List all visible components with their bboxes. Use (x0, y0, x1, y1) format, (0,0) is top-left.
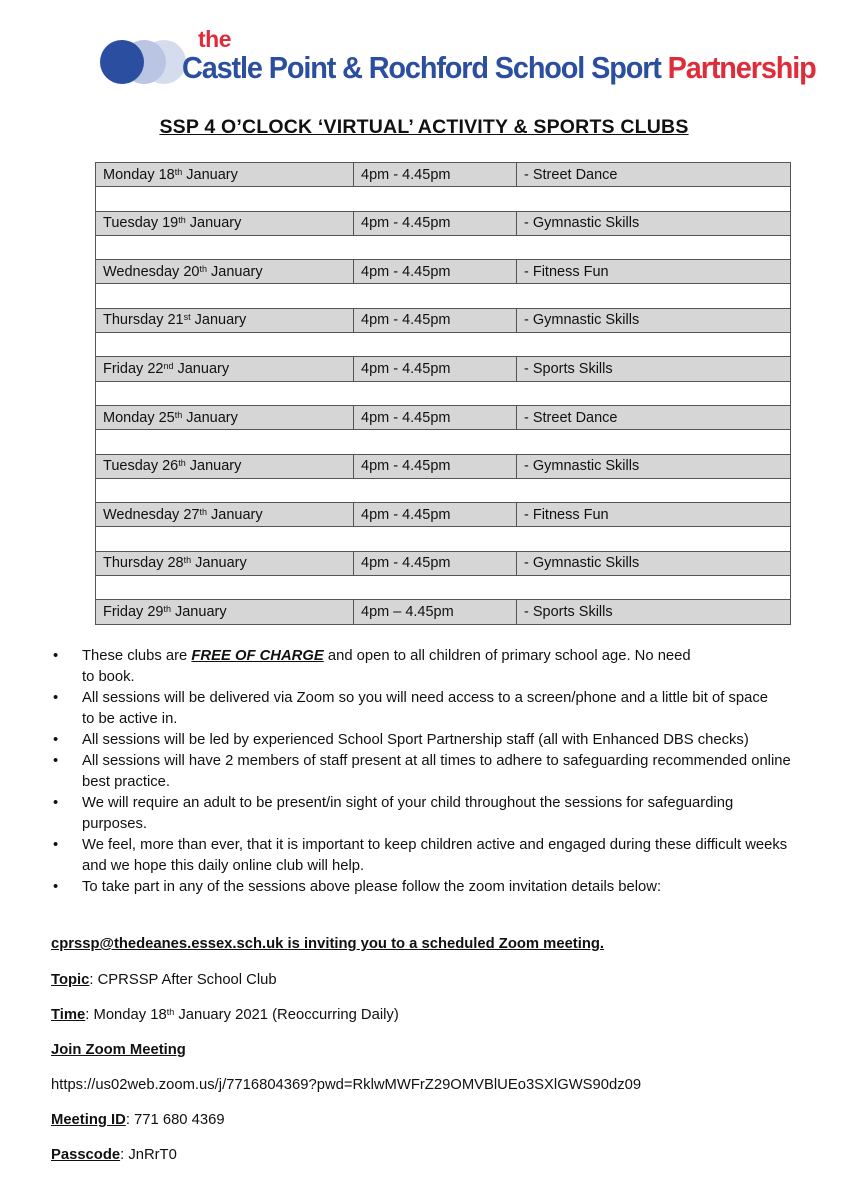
session-activity: - Gymnastic Skills (517, 551, 791, 575)
table-row (96, 405, 791, 429)
session-day (96, 503, 354, 527)
spacer-cell (96, 478, 791, 502)
zoom-meeting-id (51, 1112, 225, 1128)
spacer-cell (96, 430, 791, 454)
time-value: : Monday 18 (85, 1007, 167, 1023)
list-item (50, 835, 795, 877)
partnership-logo (98, 26, 816, 92)
note-text: All sessions will be delivered via Zoom so you will need access to a screen/phone and a little bit of space to be active in. (82, 690, 768, 727)
time-label: Time (51, 1007, 86, 1023)
table-row (96, 551, 791, 575)
note-text: To take part in any of the sessions above please follow the zoom invitation details below: (82, 879, 662, 895)
month-text: January (173, 361, 230, 378)
spacer-cell (96, 576, 791, 600)
time-suffix: th (166, 1007, 175, 1017)
list-item (50, 751, 795, 793)
spacer-cell (96, 527, 791, 551)
session-time: 4pm - 4.45pm (354, 163, 517, 187)
bullet-icon: • (53, 690, 59, 706)
day-text: Wednesday 20 (103, 263, 200, 280)
month-text: January (191, 555, 247, 572)
session-day (96, 163, 354, 187)
passcode-label: Passcode (51, 1147, 121, 1163)
day-text: Friday 29 (103, 603, 164, 620)
page-title: SSP 4 O’CLOCK ‘VIRTUAL’ ACTIVITY & SPORTS CLUBS (159, 116, 689, 138)
zoom-link-row (51, 1077, 641, 1093)
table-row (96, 260, 791, 284)
month-text: January (206, 263, 263, 280)
spacer-row (96, 235, 791, 259)
table-row (96, 308, 791, 332)
session-time: 4pm - 4.45pm (354, 211, 517, 235)
spacer-cell (96, 284, 791, 308)
meeting-id-value: : 771 680 4369 (125, 1112, 225, 1128)
spacer-row (96, 430, 791, 454)
session-time: 4pm - 4.45pm (354, 260, 517, 284)
day-suffix: th (199, 506, 207, 517)
table-row (96, 163, 791, 187)
list-item (50, 688, 795, 730)
join-zoom-meeting-label: Join Zoom Meeting (51, 1042, 186, 1058)
note-text: All sessions will have 2 members of staff present at all times to adhere to safeguarding recommended online best practice. (82, 753, 791, 790)
note-text: All sessions will be led by experienced School Sport Partnership staff (all with Enhanced DBS checks) (82, 732, 749, 748)
day-suffix: th (163, 603, 171, 614)
bullet-icon: • (53, 753, 59, 769)
session-activity: - Street Dance (517, 405, 791, 429)
month-text: January (190, 312, 247, 329)
session-day (96, 308, 354, 332)
session-activity: - Fitness Fun (517, 260, 791, 284)
day-text: Tuesday 26 (103, 458, 179, 475)
spacer-cell (96, 187, 791, 211)
day-text: Monday 25 (103, 409, 175, 426)
logo-name-main: Castle Point & Rochford School Sport (182, 50, 668, 85)
day-suffix: st (183, 312, 191, 323)
session-activity: - Gymnastic Skills (517, 454, 791, 478)
day-text: Tuesday 19 (103, 215, 179, 232)
zoom-invite (51, 936, 604, 952)
bullet-icon: • (53, 648, 59, 664)
day-suffix: th (183, 555, 192, 566)
session-day (96, 357, 354, 381)
time-value-rest: January 2021 (Reoccurring Daily) (174, 1007, 399, 1023)
notes-list (50, 646, 795, 898)
logo-name-accent: Partnership (667, 50, 816, 85)
zoom-topic (51, 972, 277, 988)
day-text: Thursday 21 (103, 312, 184, 329)
note-text: These clubs are (82, 648, 192, 664)
day-suffix: th (174, 409, 183, 420)
spacer-row (96, 527, 791, 551)
session-activity: - Gymnastic Skills (517, 211, 791, 235)
day-suffix: nd (163, 361, 174, 372)
free-of-charge-emphasis: FREE OF CHARGE (191, 648, 324, 664)
spacer-row (96, 478, 791, 502)
day-text: Thursday 28 (103, 555, 184, 572)
session-day (96, 211, 354, 235)
session-time: 4pm - 4.45pm (354, 454, 517, 478)
day-text: Monday 18 (103, 166, 175, 183)
zoom-time (51, 1007, 399, 1023)
bullet-icon: • (53, 837, 59, 853)
session-day (96, 551, 354, 575)
day-text: Wednesday 27 (103, 506, 200, 523)
spacer-row (96, 284, 791, 308)
zoom-meeting-link[interactable]: https://us02web.zoom.us/j/7716804369?pwd=RklwMWFrZ29OMVBlUEo3SXlGWS90dz09 (51, 1077, 642, 1093)
list-item (50, 793, 795, 835)
logo-circles-icon (98, 38, 188, 86)
topic-value: : CPRSSP After School Club (89, 972, 277, 988)
month-text: January (206, 506, 263, 523)
bullet-icon: • (53, 795, 59, 811)
spacer-cell (96, 235, 791, 259)
session-activity: - Fitness Fun (517, 503, 791, 527)
session-day (96, 454, 354, 478)
note-text: We feel, more than ever, that it is important to keep children active and engaged during these difficult weeks and we hope this daily online club will help. (82, 837, 788, 874)
zoom-invite-text: cprssp@thedeanes.essex.sch.uk is inviting you to a scheduled Zoom meeting. (51, 936, 605, 952)
session-time: 4pm - 4.45pm (354, 503, 517, 527)
schedule-table (95, 162, 791, 625)
table-row (96, 503, 791, 527)
passcode-value: : JnRrT0 (120, 1147, 177, 1163)
month-text: January (182, 166, 238, 183)
table-row (96, 454, 791, 478)
note-text: to book. (82, 669, 135, 685)
month-text: January (170, 603, 227, 620)
session-time: 4pm - 4.45pm (354, 551, 517, 575)
table-row (96, 357, 791, 381)
session-time: 4pm - 4.45pm (354, 308, 517, 332)
list-item (50, 730, 795, 751)
bullet-icon: • (53, 732, 59, 748)
session-activity: - Sports Skills (517, 600, 791, 624)
logo-prefix: the (198, 26, 231, 52)
session-activity: - Sports Skills (517, 357, 791, 381)
day-text: Friday 22 (103, 361, 164, 378)
session-activity: - Street Dance (517, 163, 791, 187)
session-time: 4pm – 4.45pm (354, 600, 517, 624)
session-time: 4pm - 4.45pm (354, 405, 517, 429)
zoom-passcode (51, 1147, 177, 1163)
month-text: January (182, 409, 238, 426)
day-suffix: th (174, 166, 183, 177)
list-item (50, 877, 795, 898)
session-time: 4pm - 4.45pm (354, 357, 517, 381)
table-row (96, 211, 791, 235)
bullet-icon: • (53, 879, 59, 895)
month-text: January (185, 215, 242, 232)
logo-name (182, 50, 816, 86)
spacer-cell (96, 381, 791, 405)
spacer-cell (96, 333, 791, 357)
topic-label: Topic (51, 972, 90, 988)
spacer-row (96, 187, 791, 211)
month-text: January (185, 458, 242, 475)
day-suffix: th (178, 458, 186, 469)
meeting-id-label: Meeting ID (51, 1112, 126, 1128)
day-suffix: th (199, 263, 207, 274)
note-text: and open to all children of primary school age. No need (323, 648, 691, 664)
spacer-row (96, 576, 791, 600)
spacer-row (96, 381, 791, 405)
list-item (50, 646, 795, 688)
session-day (96, 405, 354, 429)
spacer-row (96, 333, 791, 357)
session-activity: - Gymnastic Skills (517, 308, 791, 332)
session-day (96, 600, 354, 624)
note-text: We will require an adult to be present/in sight of your child throughout the sessions for safeguarding purposes. (82, 795, 734, 832)
day-suffix: th (178, 215, 186, 226)
zoom-join (51, 1042, 186, 1058)
table-row (96, 600, 791, 624)
session-day (96, 260, 354, 284)
